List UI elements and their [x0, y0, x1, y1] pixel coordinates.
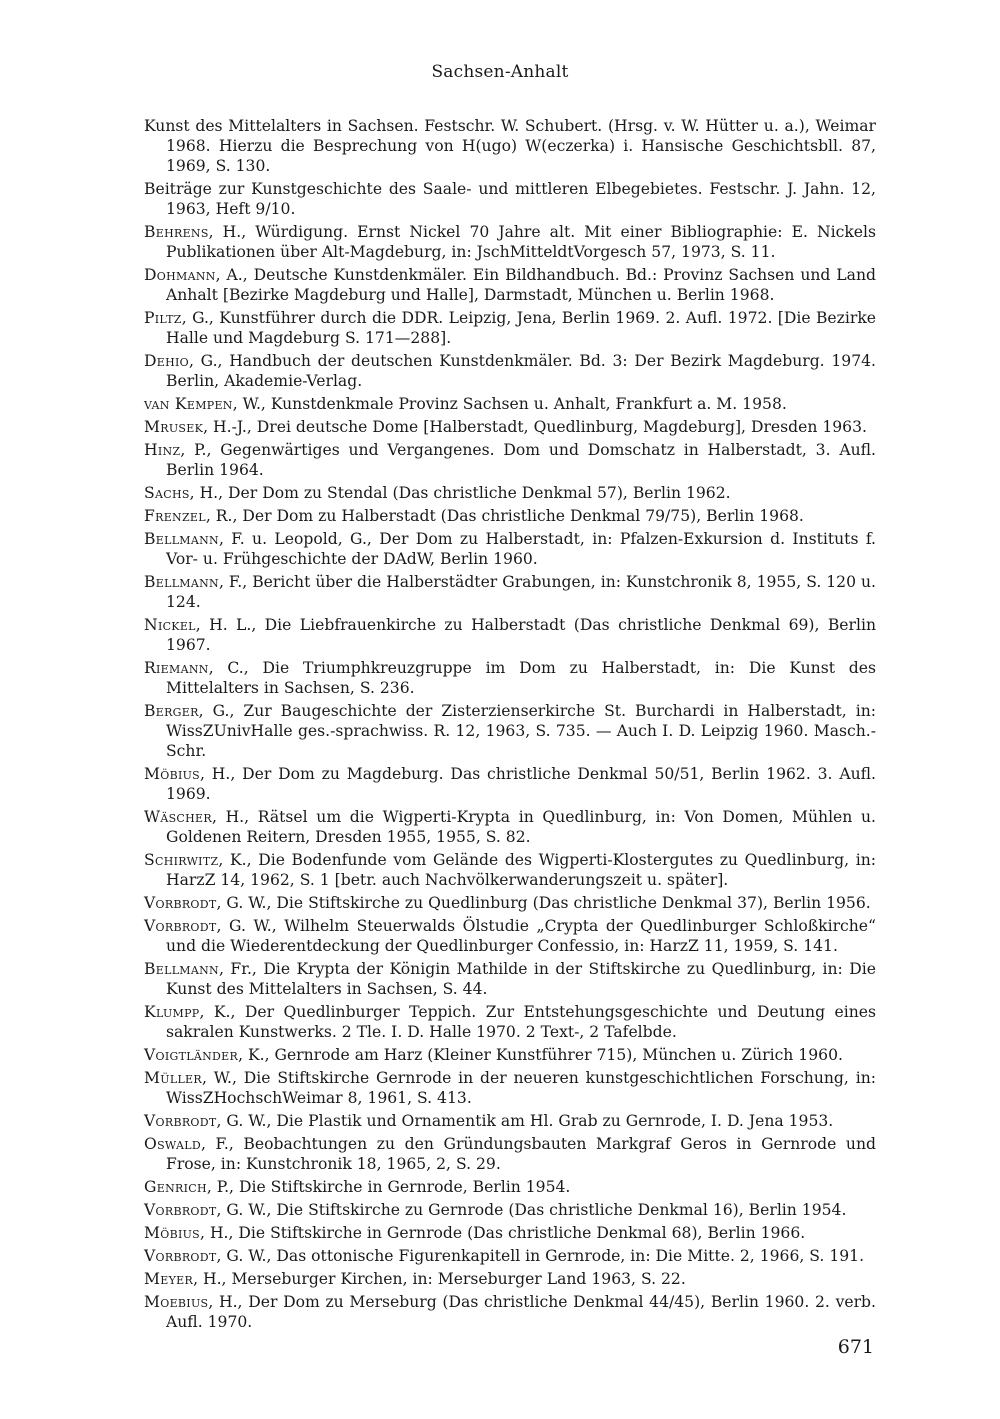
- entry-text: , P., Die Stiftskirche in Gernrode, Berlin 1954.: [206, 1178, 571, 1196]
- entry-author: Genrich: [144, 1178, 207, 1196]
- bibliography-entry: [144, 179, 876, 219]
- entry-text: , G., Handbuch der deutschen Kunstdenkmäler. Bd. 3: Der Bezirk Magdeburg. 1974. Berlin, Akademie-Verlag.: [166, 352, 876, 390]
- entry-text: , K., Der Quedlinburger Teppich. Zur Entstehungsgeschichte und Deutung eines sakralen Kunstwerks. 2 Tle. I. D. Halle 1970. 2 Text-, 2 Tafelbde.: [166, 1003, 876, 1041]
- bibliography-entry: [144, 1111, 876, 1131]
- entry-text: , G., Zur Baugeschichte der Zisterzienserkirche St. Burchardi in Halberstadt, in: WissZUnivHalle ges.-sprachwiss. R. 12, 1963, S. 735. — Auch I. D. Leipzig 1960. Masch.-Schr.: [166, 702, 876, 760]
- entry-text: , G. W., Das ottonische Figurenkapitell in Gernrode, in: Die Mitte. 2, 1966, S. 191.: [216, 1247, 865, 1265]
- page-number: 671: [837, 1336, 874, 1358]
- entry-text: , W., Kunstdenkmale Provinz Sachsen u. Anhalt, Frankfurt a. M. 1958.: [232, 395, 787, 413]
- entry-text: Beiträge zur Kunstgeschichte des Saale- und mittleren Elbegebietes. Festschr. J. Jahn. 12, 1963, Heft 9/10.: [144, 180, 876, 218]
- entry-author: Möbius: [144, 765, 201, 783]
- entry-text: , Fr., Die Krypta der Königin Mathilde in der Stiftskirche zu Quedlinburg, in: Die Kunst des Mittelalters in Sachsen, S. 44.: [166, 960, 876, 998]
- bibliography-entry: [144, 850, 876, 890]
- entry-text: Kunst des Mittelalters in Sachsen. Festschr. W. Schubert. (Hrsg. v. W. Hütter u. a.), Weimar 1968. Hierzu die Besprechung von H(ugo) W(eczerka) i. Hansische Geschichtsbll. 87, 1969, S. 130.: [144, 117, 876, 175]
- entry-text: , F. u. Leopold, G., Der Dom zu Halberstadt, in: Pfalzen-Exkursion d. Instituts f. Vor- u. Frühgeschichte der DAdW, Berlin 1960.: [166, 530, 876, 568]
- entry-author: van Kempen: [144, 395, 233, 413]
- bibliography-entry: [144, 1002, 876, 1042]
- entry-author: Mrusek: [144, 418, 204, 436]
- bibliography-entry: [144, 893, 876, 913]
- bibliography-entry: [144, 308, 876, 348]
- running-head: Sachsen-Anhalt: [431, 62, 569, 82]
- bibliography-entry: [144, 701, 876, 761]
- entry-text: , C., Die Triumphkreuzgruppe im Dom zu Halberstadt, in: Die Kunst des Mittelalters in Sachsen, S. 236.: [166, 659, 876, 697]
- bibliography-entry: [144, 351, 876, 391]
- entry-author: Müller: [144, 1069, 202, 1087]
- entry-text: , G., Kunstführer durch die DDR. Leipzig, Jena, Berlin 1969. 2. Aufl. 1972. [Die Bezirke Halle und Magdeburg S. 171—288].: [166, 309, 876, 347]
- entry-author: Klumpp: [144, 1003, 200, 1021]
- entry-text: , H., Merseburger Kirchen, in: Merseburger Land 1963, S. 22.: [193, 1270, 686, 1288]
- entry-text: , F., Beobachtungen zu den Gründungsbauten Markgraf Geros in Gernrode und Frose, in: Kunstchronik 18, 1965, 2, S. 29.: [166, 1135, 876, 1173]
- entry-author: Vorbrodt: [144, 894, 217, 912]
- bibliography-entry: [144, 222, 876, 262]
- entry-text: , G. W., Die Plastik und Ornamentik am Hl. Grab zu Gernrode, I. D. Jena 1953.: [216, 1112, 834, 1130]
- bibliography-entry: [144, 1223, 876, 1243]
- bibliography-entry: [144, 959, 876, 999]
- bibliography-entry: [144, 529, 876, 569]
- bibliography-entry: [144, 916, 876, 956]
- entry-text: , H. L., Die Liebfrauenkirche zu Halberstadt (Das christliche Denkmal 69), Berlin 1967.: [166, 616, 876, 654]
- entry-text: , G. W., Die Stiftskirche zu Gernrode (Das christliche Denkmal 16), Berlin 1954.: [216, 1201, 847, 1219]
- entry-author: Vorbrodt: [144, 1247, 217, 1265]
- bibliography-entry: [144, 1134, 876, 1174]
- entry-text: , F., Bericht über die Halberstädter Grabungen, in: Kunstchronik 8, 1955, S. 120 u. 124.: [166, 573, 876, 611]
- bibliography-entry: [144, 1269, 876, 1289]
- bibliography-entry: [144, 1292, 876, 1332]
- entry-text: , A., Deutsche Kunstdenkmäler. Ein Bildhandbuch. Bd.: Provinz Sachsen und Land Anhalt [Bezirke Magdeburg und Halle], Darmstadt, München u. Berlin 1968.: [166, 266, 876, 304]
- bibliography-entry: [144, 506, 876, 526]
- entry-author: Schirwitz: [144, 851, 219, 869]
- entry-text: , P., Gegenwärtiges und Vergangenes. Dom und Domschatz in Halberstadt, 3. Aufl. Berlin 1964.: [166, 441, 876, 479]
- bibliography-list: [144, 116, 876, 1335]
- bibliography-entry: [144, 658, 876, 698]
- entry-text: , H.-J., Drei deutsche Dome [Halberstadt, Quedlinburg, Magdeburg], Dresden 1963.: [203, 418, 867, 436]
- entry-author: Vorbrodt: [144, 917, 217, 935]
- entry-author: Moebius: [144, 1293, 209, 1311]
- entry-author: Riemann: [144, 659, 209, 677]
- bibliography-entry: [144, 764, 876, 804]
- bibliography-entry: [144, 1068, 876, 1108]
- entry-author: Wäscher: [144, 808, 212, 826]
- bibliography-entry: [144, 483, 876, 503]
- entry-text: , G. W., Wilhelm Steuerwalds Ölstudie „Crypta der Quedlinburger Schloßkirche“ und die Wiederentdeckung der Quedlinburger Confessio, in: HarzZ 11, 1959, S. 141.: [166, 917, 876, 955]
- entry-author: Dehio: [144, 352, 189, 370]
- entry-author: Berger: [144, 702, 199, 720]
- bibliography-entry: [144, 116, 876, 176]
- entry-text: , G. W., Die Stiftskirche zu Quedlinburg (Das christliche Denkmal 37), Berlin 1956.: [216, 894, 871, 912]
- entry-text: , H., Der Dom zu Stendal (Das christliche Denkmal 57), Berlin 1962.: [189, 484, 731, 502]
- entry-author: Behrens: [144, 223, 209, 241]
- entry-text: , K., Die Bodenfunde vom Gelände des Wigperti-Klostergutes zu Quedlinburg, in: HarzZ 14, 1962, S. 1 [betr. auch Nachvölkerwanderungszeit u. später].: [166, 851, 876, 889]
- bibliography-entry: [144, 615, 876, 655]
- entry-author: Frenzel: [144, 507, 206, 525]
- entry-text: , W., Die Stiftskirche Gernrode in der neueren kunstgeschichtlichen Forschung, in: WissZHochschWeimar 8, 1961, S. 413.: [166, 1069, 876, 1107]
- entry-author: Meyer: [144, 1270, 194, 1288]
- bibliography-entry: [144, 440, 876, 480]
- entry-text: , H., Der Dom zu Magdeburg. Das christliche Denkmal 50/51, Berlin 1962. 3. Aufl. 1969.: [166, 765, 876, 803]
- entry-author: Möbius: [144, 1224, 201, 1242]
- entry-author: Oswald: [144, 1135, 201, 1153]
- bibliography-entry: [144, 417, 876, 437]
- entry-author: Sachs: [144, 484, 190, 502]
- entry-author: Nickel: [144, 616, 196, 634]
- entry-text: , H., Die Stiftskirche in Gernrode (Das christliche Denkmal 68), Berlin 1966.: [200, 1224, 806, 1242]
- entry-author: Hinz: [144, 441, 181, 459]
- bibliography-entry: [144, 807, 876, 847]
- entry-author: Dohmann: [144, 266, 216, 284]
- entry-author: Piltz: [144, 309, 182, 327]
- entry-text: , K., Gernrode am Harz (Kleiner Kunstführer 715), München u. Zürich 1960.: [238, 1046, 843, 1064]
- bibliography-entry: [144, 1177, 876, 1197]
- entry-author: Vorbrodt: [144, 1112, 217, 1130]
- bibliography-entry: [144, 572, 876, 612]
- bibliography-entry: [144, 1045, 876, 1065]
- entry-text: , H., Der Dom zu Merseburg (Das christliche Denkmal 44/45), Berlin 1960. 2. verb. Aufl. 1970.: [166, 1293, 876, 1331]
- entry-author: Bellmann: [144, 573, 219, 591]
- entry-text: , H., Rätsel um die Wigperti-Krypta in Quedlinburg, in: Von Domen, Mühlen u. Goldenen Reitern, Dresden 1955, 1955, S. 82.: [166, 808, 876, 846]
- bibliography-entry: [144, 394, 876, 414]
- bibliography-entry: [144, 265, 876, 305]
- entry-author: Vorbrodt: [144, 1201, 217, 1219]
- entry-author: Voigtländer: [144, 1046, 239, 1064]
- entry-author: Bellmann: [144, 530, 219, 548]
- bibliography-entry: [144, 1246, 876, 1266]
- entry-text: , R., Der Dom zu Halberstadt (Das christliche Denkmal 79/75), Berlin 1968.: [205, 507, 804, 525]
- entry-author: Bellmann: [144, 960, 219, 978]
- entry-text: , H., Würdigung. Ernst Nickel 70 Jahre alt. Mit einer Bibliographie: E. Nickels Publikationen über Alt-Magdeburg, in: JschMitteldtVorgesch 57, 1973, S. 11.: [166, 223, 876, 261]
- bibliography-entry: [144, 1200, 876, 1220]
